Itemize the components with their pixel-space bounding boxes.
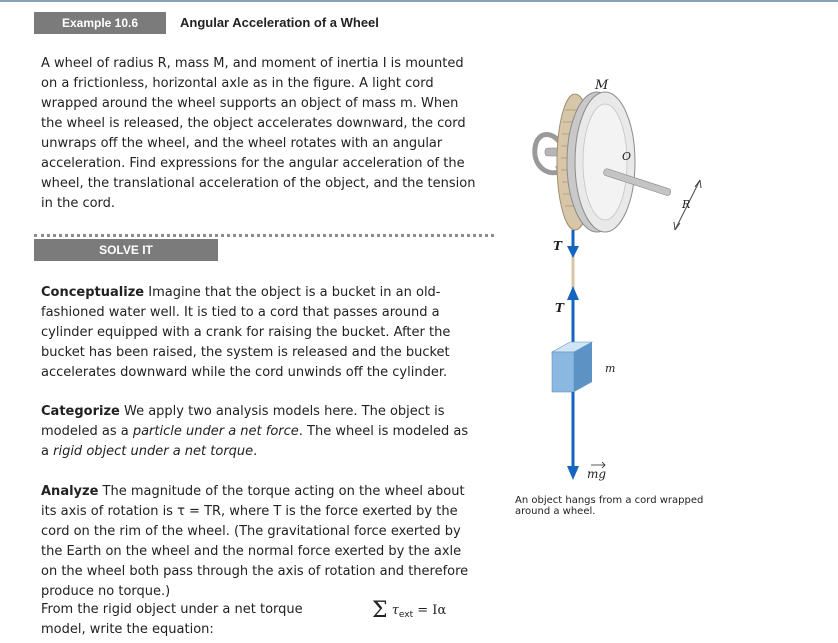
conceptualize-text: Imagine that the object is a bucket in an old-fashioned water well. It is tied to a cord that passes around a cylinder equipped with a crank for raising the bucket. After the bucket has been raised, the system is released and the bucket accelerates downward while the cord unwinds off the cylinder.: [41, 285, 451, 380]
solve-it-badge: SOLVE IT: [34, 239, 218, 261]
torque-equation: [372, 598, 446, 623]
equation-rhs: = Iα: [417, 603, 447, 618]
tau-symbol: τ: [391, 603, 399, 618]
categorize-paragraph: [41, 402, 477, 462]
categorize-model-rigid: rigid object under a net torque: [53, 444, 254, 459]
example-badge: Example 10.6: [34, 12, 166, 34]
dotted-divider: [34, 234, 494, 237]
analyze-heading: Analyze: [41, 484, 99, 499]
label-mg: mg: [587, 467, 607, 481]
analyze-paragraph: [41, 482, 471, 602]
gravity-arrow-head-icon: [567, 466, 579, 480]
categorize-text-1: We apply two analysis models here. The object is modeled as a: [41, 404, 445, 439]
wheel-inner-face: [583, 104, 627, 220]
label-R: R: [682, 198, 691, 211]
wheel-figure: [525, 60, 725, 490]
example-title: Angular Acceleration of a Wheel: [180, 15, 379, 30]
conceptualize-paragraph: [41, 283, 481, 383]
categorize-model-particle: particle under a net force: [132, 424, 299, 439]
label-M: M: [595, 78, 609, 93]
ext-subscript: ext: [398, 610, 414, 620]
tension-arrow-down-head-icon: [567, 246, 579, 258]
categorize-text-2: . The wheel is modeled as a: [41, 424, 469, 459]
label-O: O: [622, 150, 632, 163]
conceptualize-heading: Conceptualize: [41, 285, 145, 300]
intro-paragraph: A wheel of radius R, mass M, and moment of inertia I is mounted on a frictionless, horizontal axle as in the figure. A light cord wrapped around the wheel supports an object of mass m. When the wheel is released, the object accelerates downward, the cord unwraps off the wheel, and the wheel rotates with an angular acceleration. Find expressions for the angular acceleration of the wheel, the translational acceleration of the object, and the tension in the cord.: [41, 56, 476, 211]
categorize-text-3: .: [253, 444, 258, 459]
label-T-bottom: T: [555, 301, 564, 315]
label-m: m: [605, 362, 616, 375]
block-front: [552, 352, 574, 392]
tension-arrow-up-head-icon: [567, 286, 579, 300]
sigma-symbol: Σ: [372, 598, 388, 623]
categorize-heading: Categorize: [41, 404, 120, 419]
label-T-top: T: [553, 239, 562, 253]
step-text: From the rigid object under a net torque model, write the equation:: [41, 602, 303, 637]
top-rule: [0, 0, 838, 2]
figure-caption: An object hangs from a cord wrapped around a wheel.: [515, 495, 704, 517]
analyze-text: The magnitude of the torque acting on the wheel about its axis of rotation is τ = TR, where T is the force exerted by the cord on the rim of the wheel. (The gravitational force exerted by the Earth on the wheel and the normal force exerted by the axle on the wheel both pass through the axis of rotation and therefore produce no torque.): [41, 484, 469, 599]
